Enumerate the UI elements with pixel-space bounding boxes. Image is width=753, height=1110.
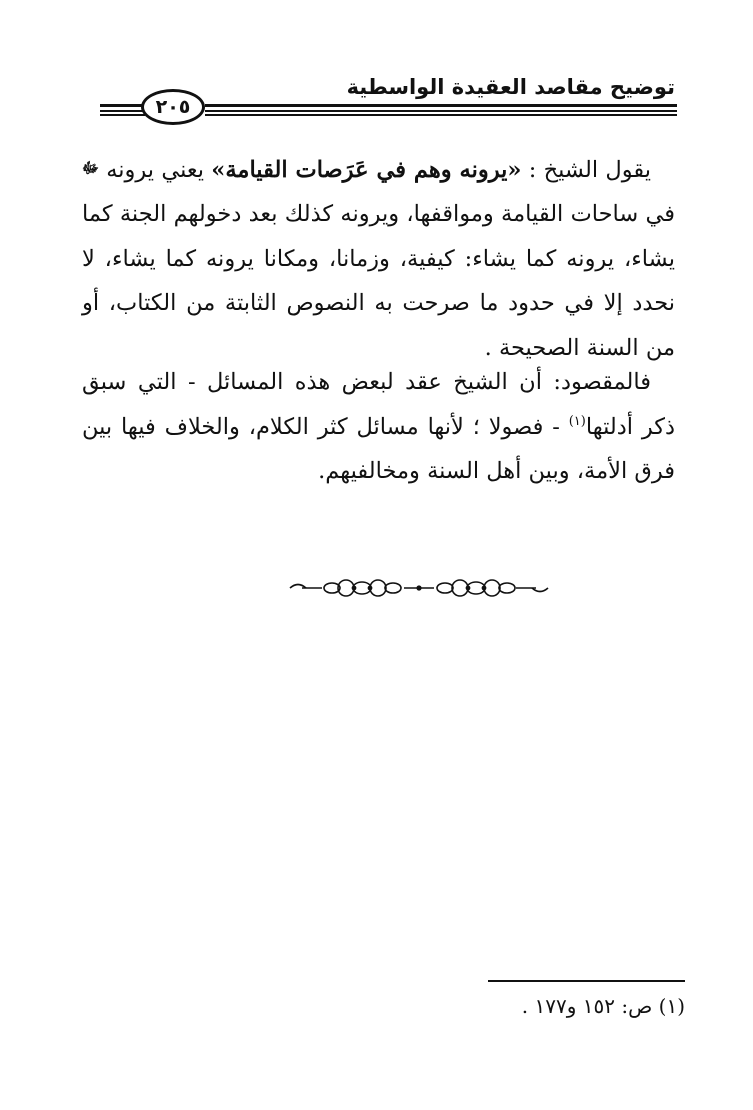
ornament-dot [482,586,487,591]
running-title: توضيح مقاصد العقيدة الواسطية [346,75,675,99]
paragraph-1 [82,146,675,370]
paragraph-2-after-note: - فصولا ؛ لأنها مسائل كثر الكلام، والخلاف فيها بين فرق الأمة، وبين أهل السنة ومخالفيهم. [82,413,675,484]
ornament-dot [466,586,471,591]
header-rule-left [100,114,145,116]
footnote-rule [488,980,685,982]
ornament-link [437,583,453,593]
header-rule-left [100,104,145,107]
ornament-dot [416,585,421,590]
footnote-reference[interactable]: (١) [568,413,586,429]
header-rule [205,110,677,112]
footnote-1: (١) ص: ١٥٢ و١٧٧ . [521,994,685,1018]
paragraph-1-rest: في ساحات القيامة ومواقفها، ويرونه كذلك بعد دخولهم الجنة كما يشاء، يرونه كما يشاء: كيفية، وزمانا، ومكانا يرونه كما يشاء، لا نحدد إلا في حدود ما صرحت به النصوص الثابتة من الكتاب، أو من السنة الصحيحة . [82,201,675,361]
paragraph-1-after-quote: يعني يرونه [98,156,212,183]
ornament-divider [288,574,550,602]
page-number: ٢٠٥ [155,95,191,118]
ornament-link [385,583,401,593]
paragraph-2-before-note: فالمقصود: أن الشيخ عقد لبعض هذه المسائل - التي سبق ذكر أدلتها [82,369,675,440]
header-rule [205,114,677,116]
page-number-oval [141,89,205,125]
ornament-dot [368,586,373,591]
header-rule-left [100,110,145,112]
paragraph-2 [82,360,675,494]
ornament-dot [352,586,357,591]
honorific-glyph: ﷻ [82,159,99,177]
paragraph-1-quote: «يرونه وهم في عَرَصات القيامة» [211,156,522,183]
ornament-link [499,583,515,593]
paragraph-1-intro: يقول الشيخ : [521,156,651,183]
header-rule [205,104,677,107]
